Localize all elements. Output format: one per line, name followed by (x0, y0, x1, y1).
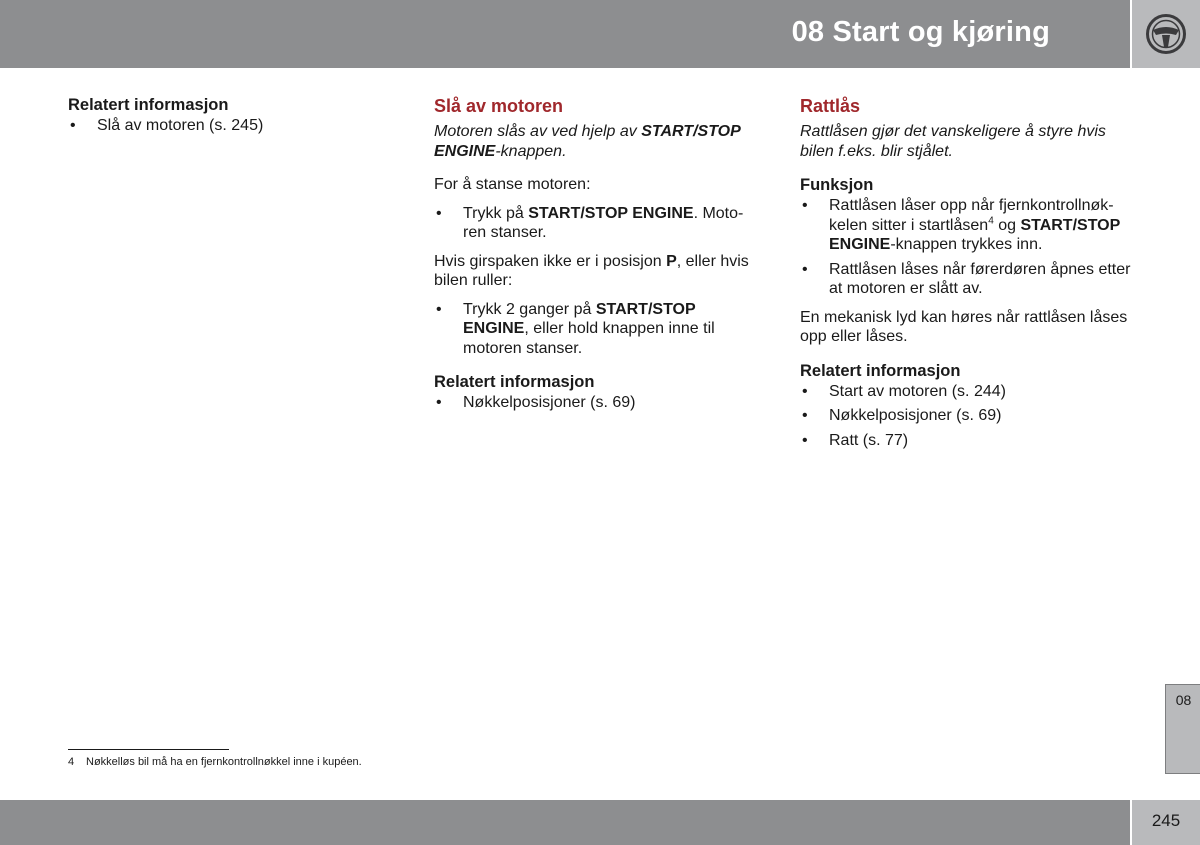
related-link[interactable]: • Start av motoren (s. 244) (800, 382, 1140, 402)
related-link[interactable]: • Nøkkelposisjoner (s. 69) (434, 393, 764, 413)
para-bold: P (666, 252, 677, 270)
item-text: . Moto-ren stanser. (463, 204, 744, 241)
column-2 (434, 95, 764, 422)
section-title: Rattlås (800, 96, 861, 116)
related-link[interactable]: • Slå av motoren (s. 245) (68, 116, 398, 136)
item-text: og (993, 216, 1021, 234)
steering-wheel-icon (1145, 13, 1187, 55)
intro-text: -knappen. (495, 142, 567, 160)
footnote (68, 755, 362, 769)
related-heading: Relatert informasjon (434, 373, 595, 391)
list-item: • Rattlåsen låses når førerdøren åpnes etter at motoren er slått av. (800, 260, 1140, 299)
item-bold: START/STOP ENGINE (463, 300, 696, 337)
chapter-tab-label: 08 (1175, 692, 1192, 708)
related-link[interactable]: • Nøkkelposisjoner (s. 69) (800, 406, 1140, 426)
paragraph: For å stanse motoren: (434, 176, 591, 193)
paragraph: En mekanisk lyd kan høres når rattlåsen låses opp eller låses. (800, 308, 1128, 345)
related-heading: Relatert informasjon (800, 361, 961, 380)
list-item (434, 300, 764, 359)
item-text: Trykk på (463, 204, 529, 222)
related-list (800, 382, 1140, 451)
item-text: Rattlåsen låser opp når fjernkontrollnøk-kelen sitter i startlåsen (829, 197, 1114, 234)
section-intro (434, 122, 764, 161)
section-title: Slå av motoren (434, 96, 564, 116)
para-text: Hvis girspaken ikke er i posisjon (434, 252, 667, 270)
chapter-icon-box (1132, 0, 1200, 68)
subsection-heading: Funksjon (800, 176, 874, 194)
related-list (434, 393, 764, 413)
footnote-ref[interactable]: 4 (988, 215, 994, 227)
item-text: Trykk 2 ganger på (463, 300, 596, 318)
bullet-list (434, 300, 764, 359)
list-item (800, 196, 1140, 255)
column-1 (68, 95, 398, 145)
footnote-divider (68, 749, 229, 750)
footnote-number: 4 (68, 756, 75, 768)
bullet-list (800, 196, 1140, 299)
intro-text: Motoren slås av ved hjelp av (434, 123, 642, 140)
item-text: -knappen trykkes inn. (890, 236, 1043, 253)
chapter-tab[interactable] (1165, 684, 1200, 774)
related-heading: Relatert informasjon (68, 96, 229, 114)
bullet-list (434, 204, 764, 243)
page-footer (0, 800, 1130, 845)
item-bold: START/STOP ENGINE (528, 204, 694, 222)
page-header (0, 0, 1130, 68)
intro-bold: START/STOP ENGINE (434, 123, 741, 160)
section-intro: Rattlåsen gjør det vanskeligere å styre hvis bilen f.eks. blir stjålet. (800, 123, 1106, 160)
column-3 (800, 95, 1140, 459)
list-item (434, 204, 764, 243)
related-list (68, 116, 398, 136)
item-bold: START/STOP ENGINE (829, 216, 1121, 253)
para-text: , eller hvis bilen ruller: (434, 252, 749, 289)
paragraph (434, 252, 764, 291)
related-link[interactable]: • Ratt (s. 77) (800, 431, 1140, 451)
item-text: , eller hold knappen inne til motoren stanser. (463, 320, 715, 357)
footnote-text: Nøkkelløs bil må ha en fjernkontrollnøkkel inne i kupéen. (86, 756, 362, 768)
page-number: 245 (1151, 811, 1181, 830)
chapter-title: 08 Start og kjøring (791, 16, 1050, 48)
page-number-box (1132, 800, 1200, 845)
